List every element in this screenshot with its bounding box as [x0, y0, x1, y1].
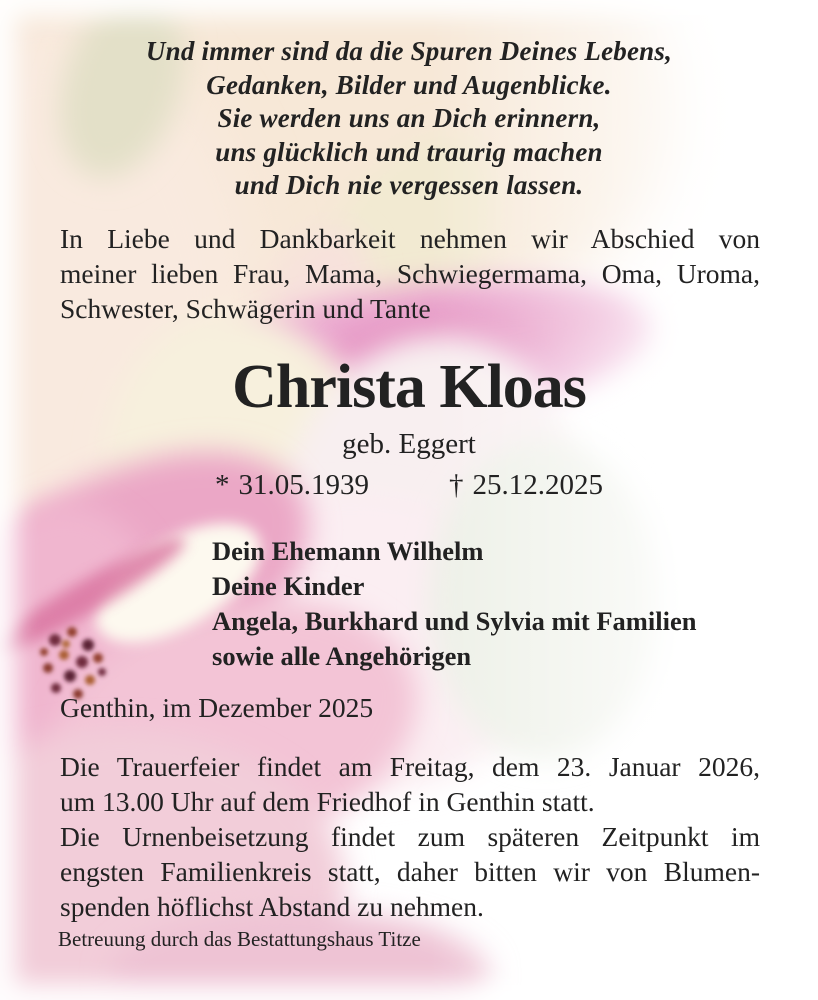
birth-date: 31.05.1939	[238, 469, 369, 501]
farewell-line: In Liebe und Dankbarkeit nehmen wir Abschied von	[60, 223, 760, 254]
urn-info-line: Die Urnenbeisetzung findet zum späteren Zeitpunkt im	[60, 821, 760, 852]
birth-date-group	[215, 469, 369, 502]
mourners-list	[212, 534, 696, 674]
deceased-name: Christa Kloas	[232, 353, 586, 421]
farewell-line: meiner lieben Frau, Mama, Schwiegermama, Oma, Uroma,	[60, 258, 760, 289]
farewell-text	[60, 221, 760, 326]
poem-line: Gedanken, Bilder und Augenblicke.	[206, 69, 612, 100]
mourner-line: Angela, Burkhard und Sylvia mit Familien	[212, 606, 697, 636]
place-date-line: Genthin, im Dezember 2025	[60, 692, 374, 723]
funeral-home-note: Betreuung durch das Bestattungshaus Titze	[58, 927, 421, 951]
poem-line: und Dich nie vergessen lassen.	[234, 170, 584, 200]
funeral-info-line: um 13.00 Uhr auf dem Friedhof in Genthin statt.	[60, 786, 595, 817]
funeral-info-line: Die Trauerfeier findet am Freitag, dem 23. Januar 2026,	[60, 751, 760, 782]
mourner-line: Deine Kinder	[212, 571, 365, 601]
death-date: 25.12.2025	[472, 469, 603, 501]
birth-star-symbol: *	[215, 469, 230, 501]
farewell-line: Schwester, Schwägerin und Tante	[60, 293, 431, 324]
funeral-information	[60, 749, 760, 924]
poem-line: Sie werden uns an Dich erinnern,	[217, 103, 601, 133]
death-date-group	[449, 469, 603, 502]
urn-info-line: spenden höflichst Abstand zu nehmen.	[60, 891, 484, 922]
poem-line: uns glücklich und traurig machen	[215, 136, 603, 167]
poem-line: Und immer sind da die Spuren Deines Lebens,	[145, 36, 673, 66]
mourner-line: sowie alle Angehörigen	[212, 641, 472, 671]
memorial-poem	[0, 35, 818, 203]
maiden-name: geb. Eggert	[342, 428, 476, 460]
urn-info-line: engsten Familienkreis statt, daher bitten wir von Blumen-	[60, 856, 760, 887]
mourner-line: Dein Ehemann Wilhelm	[212, 536, 484, 566]
life-dates	[0, 469, 818, 502]
death-cross-symbol: †	[449, 469, 464, 501]
